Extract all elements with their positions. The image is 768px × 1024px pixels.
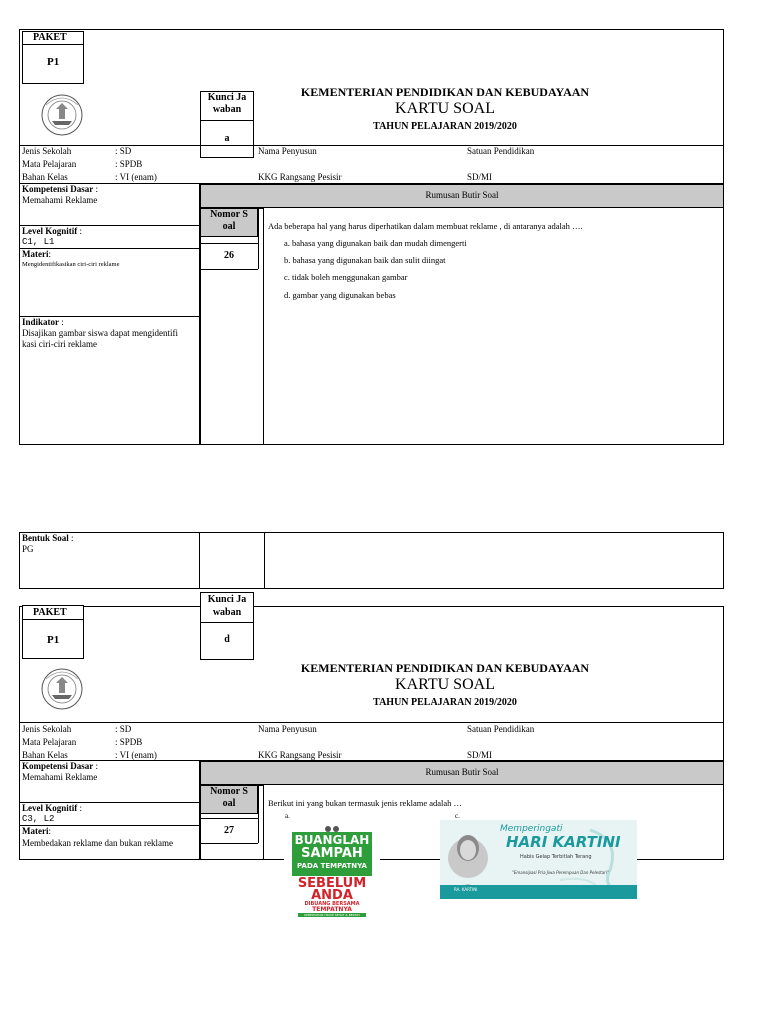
poster-line-1: BUANGLAH (294, 833, 370, 847)
option-c-2: c. (455, 812, 460, 820)
kunci-label-2: waban (212, 104, 242, 115)
nomor-value-2: 27 (224, 825, 234, 836)
question-text: Ada beberapa hal yang harus diperhatikan dalam membuat reklame , di antaranya adalah …. (268, 221, 583, 231)
satuan-value-2: SD/MI (467, 750, 493, 760)
header-ministry: KEMENTERIAN PENDIDIKAN DAN KEBUDAYAAN (300, 85, 590, 99)
header-ministry-2: KEMENTERIAN PENDIDIKAN DAN KEBUDAYAAN (300, 661, 590, 675)
bentuk-heading: Bentuk Soal : (22, 533, 74, 543)
banner-line-2: HARI KARTINI (506, 833, 621, 851)
jenis-sekolah-value: : SD (115, 146, 132, 156)
level-heading: Level Kognitif : (22, 226, 83, 236)
poster-line-8: KEBERSIHAN HIDUP SEHAT & BERSIH (298, 913, 366, 917)
level-value: C1, L1 (22, 237, 55, 247)
banner-line-1: Memperingati (500, 824, 563, 834)
poster-line-7: TEMPATNYA (312, 906, 352, 913)
kompetensi-value: Memahami Reklame (22, 195, 98, 205)
paket-value: P1 (47, 56, 60, 68)
poster-line-2: SAMPAH (301, 846, 363, 861)
banner-line-5: RA. KARTINI (454, 887, 478, 892)
poster-line-3: PADA TEMPATNYA (297, 862, 367, 870)
poster-buang-sampah (284, 823, 380, 917)
banner-line-4: "Emansipasi Pria Jiwa Perempuan Dan Pelestari" (512, 870, 609, 875)
banner-line-3: Habis Gelap Terbitlah Terang (520, 854, 592, 860)
option-d: d. gambar yang digunakan bebas (284, 290, 396, 300)
kkg-name: KKG Rangsang Pesisir (258, 172, 342, 182)
kompetensi-heading: Kompetensi Dasar : (22, 184, 99, 194)
kompetensi-heading-2: Kompetensi Dasar : (22, 761, 99, 771)
nomor-value: 26 (224, 250, 234, 261)
poster-line-6: DIBUANG BERSAMA (304, 901, 360, 907)
mata-pelajaran-value-2: : SPDB (115, 737, 143, 747)
nomor-label-2: oal (222, 221, 236, 232)
level-heading-2: Level Kognitif : (22, 803, 83, 813)
bentuk-frame (19, 532, 724, 589)
indikator-heading: Indikator : (22, 317, 64, 327)
materi-value: Mengidentifikasikan ciri-ciri reklame (22, 261, 120, 268)
kunci-label-c2-2: waban (212, 607, 242, 618)
bahan-kelas-value: : VI (enam) (115, 172, 157, 182)
poster-line-5: ANDA (311, 888, 353, 903)
nomor-label-c2-2: oal (222, 798, 236, 809)
nomor-label: Nomor S (210, 209, 248, 220)
jenis-sekolah-value-2: : SD (115, 724, 132, 734)
kunci-value: a (224, 133, 230, 144)
jenis-sekolah-label-2: Jenis Sekolah (22, 724, 72, 734)
satuan-pendidikan: Satuan Pendidikan (467, 146, 535, 156)
jenis-sekolah-label: Jenis Sekolah (22, 146, 72, 156)
materi-value-2: Membedakan reklame dan bukan reklame (22, 838, 173, 848)
option-c: c. tidak boleh menggunakan gambar (284, 272, 408, 282)
indikator-line-2: kasi ciri-ciri reklame (22, 339, 97, 349)
question-text-2: Berikut ini yang bukan termasuk jenis reklame adalah … (268, 798, 463, 808)
mata-pelajaran-label-2: Mata Pelajaran (22, 737, 77, 747)
satuan-pendidikan-2: Satuan Pendidikan (467, 724, 535, 734)
materi-heading: Materi: (22, 249, 51, 259)
bahan-kelas-value-2: : VI (enam) (115, 750, 157, 760)
option-a-2: a. (285, 812, 290, 820)
bahan-kelas-label-2: Bahan Kelas (22, 750, 68, 760)
header-tahun: TAHUN PELAJARAN 2019/2020 (373, 121, 517, 132)
bahan-kelas-label: Bahan Kelas (22, 172, 68, 182)
option-b: b. bahasa yang digunakan baik dan sulit diingat (284, 255, 446, 265)
rumusan-label-2: Rumusan Butir Soal (425, 767, 499, 777)
materi-heading-2: Materi: (22, 826, 51, 836)
paket-label-2: PAKET (33, 607, 67, 618)
kunci-value-2: d (224, 634, 230, 645)
kunci-label-c2: Kunci Ja (207, 594, 247, 605)
satuan-value: SD/MI (467, 172, 493, 182)
nama-penyusun-2: Nama Penyusun (258, 724, 317, 734)
paket-label: PAKET (33, 32, 67, 43)
tut-wuri-handayani-logo-2 (36, 667, 88, 711)
header-kartu-soal-2: KARTU SOAL (395, 676, 495, 693)
header-tahun-2: TAHUN PELAJARAN 2019/2020 (373, 697, 517, 708)
header-kartu-soal: KARTU SOAL (395, 100, 495, 117)
bentuk-value: PG (22, 544, 34, 554)
banner-hari-kartini (440, 820, 637, 899)
nama-penyusun: Nama Penyusun (258, 146, 317, 156)
mata-pelajaran-value: : SPDB (115, 159, 143, 169)
paket-value-2: P1 (47, 634, 60, 646)
indikator-line-1: Disajikan gambar siswa dapat mengidentifi (22, 328, 178, 338)
nomor-label-c2: Nomor S (210, 786, 248, 797)
option-a: a. bahasa yang digunakan baik dan mudah dimengerti (284, 238, 467, 248)
tut-wuri-handayani-logo (36, 93, 88, 137)
kunci-label: Kunci Ja (207, 92, 247, 103)
mata-pelajaran-label: Mata Pelajaran (22, 159, 77, 169)
kkg-name-2: KKG Rangsang Pesisir (258, 750, 342, 760)
poster-line-4: SEBELUM (297, 876, 367, 891)
rumusan-label: Rumusan Butir Soal (425, 190, 499, 200)
level-value-2: C3, L2 (22, 814, 55, 824)
kompetensi-value-2: Memahami Reklame (22, 772, 98, 782)
